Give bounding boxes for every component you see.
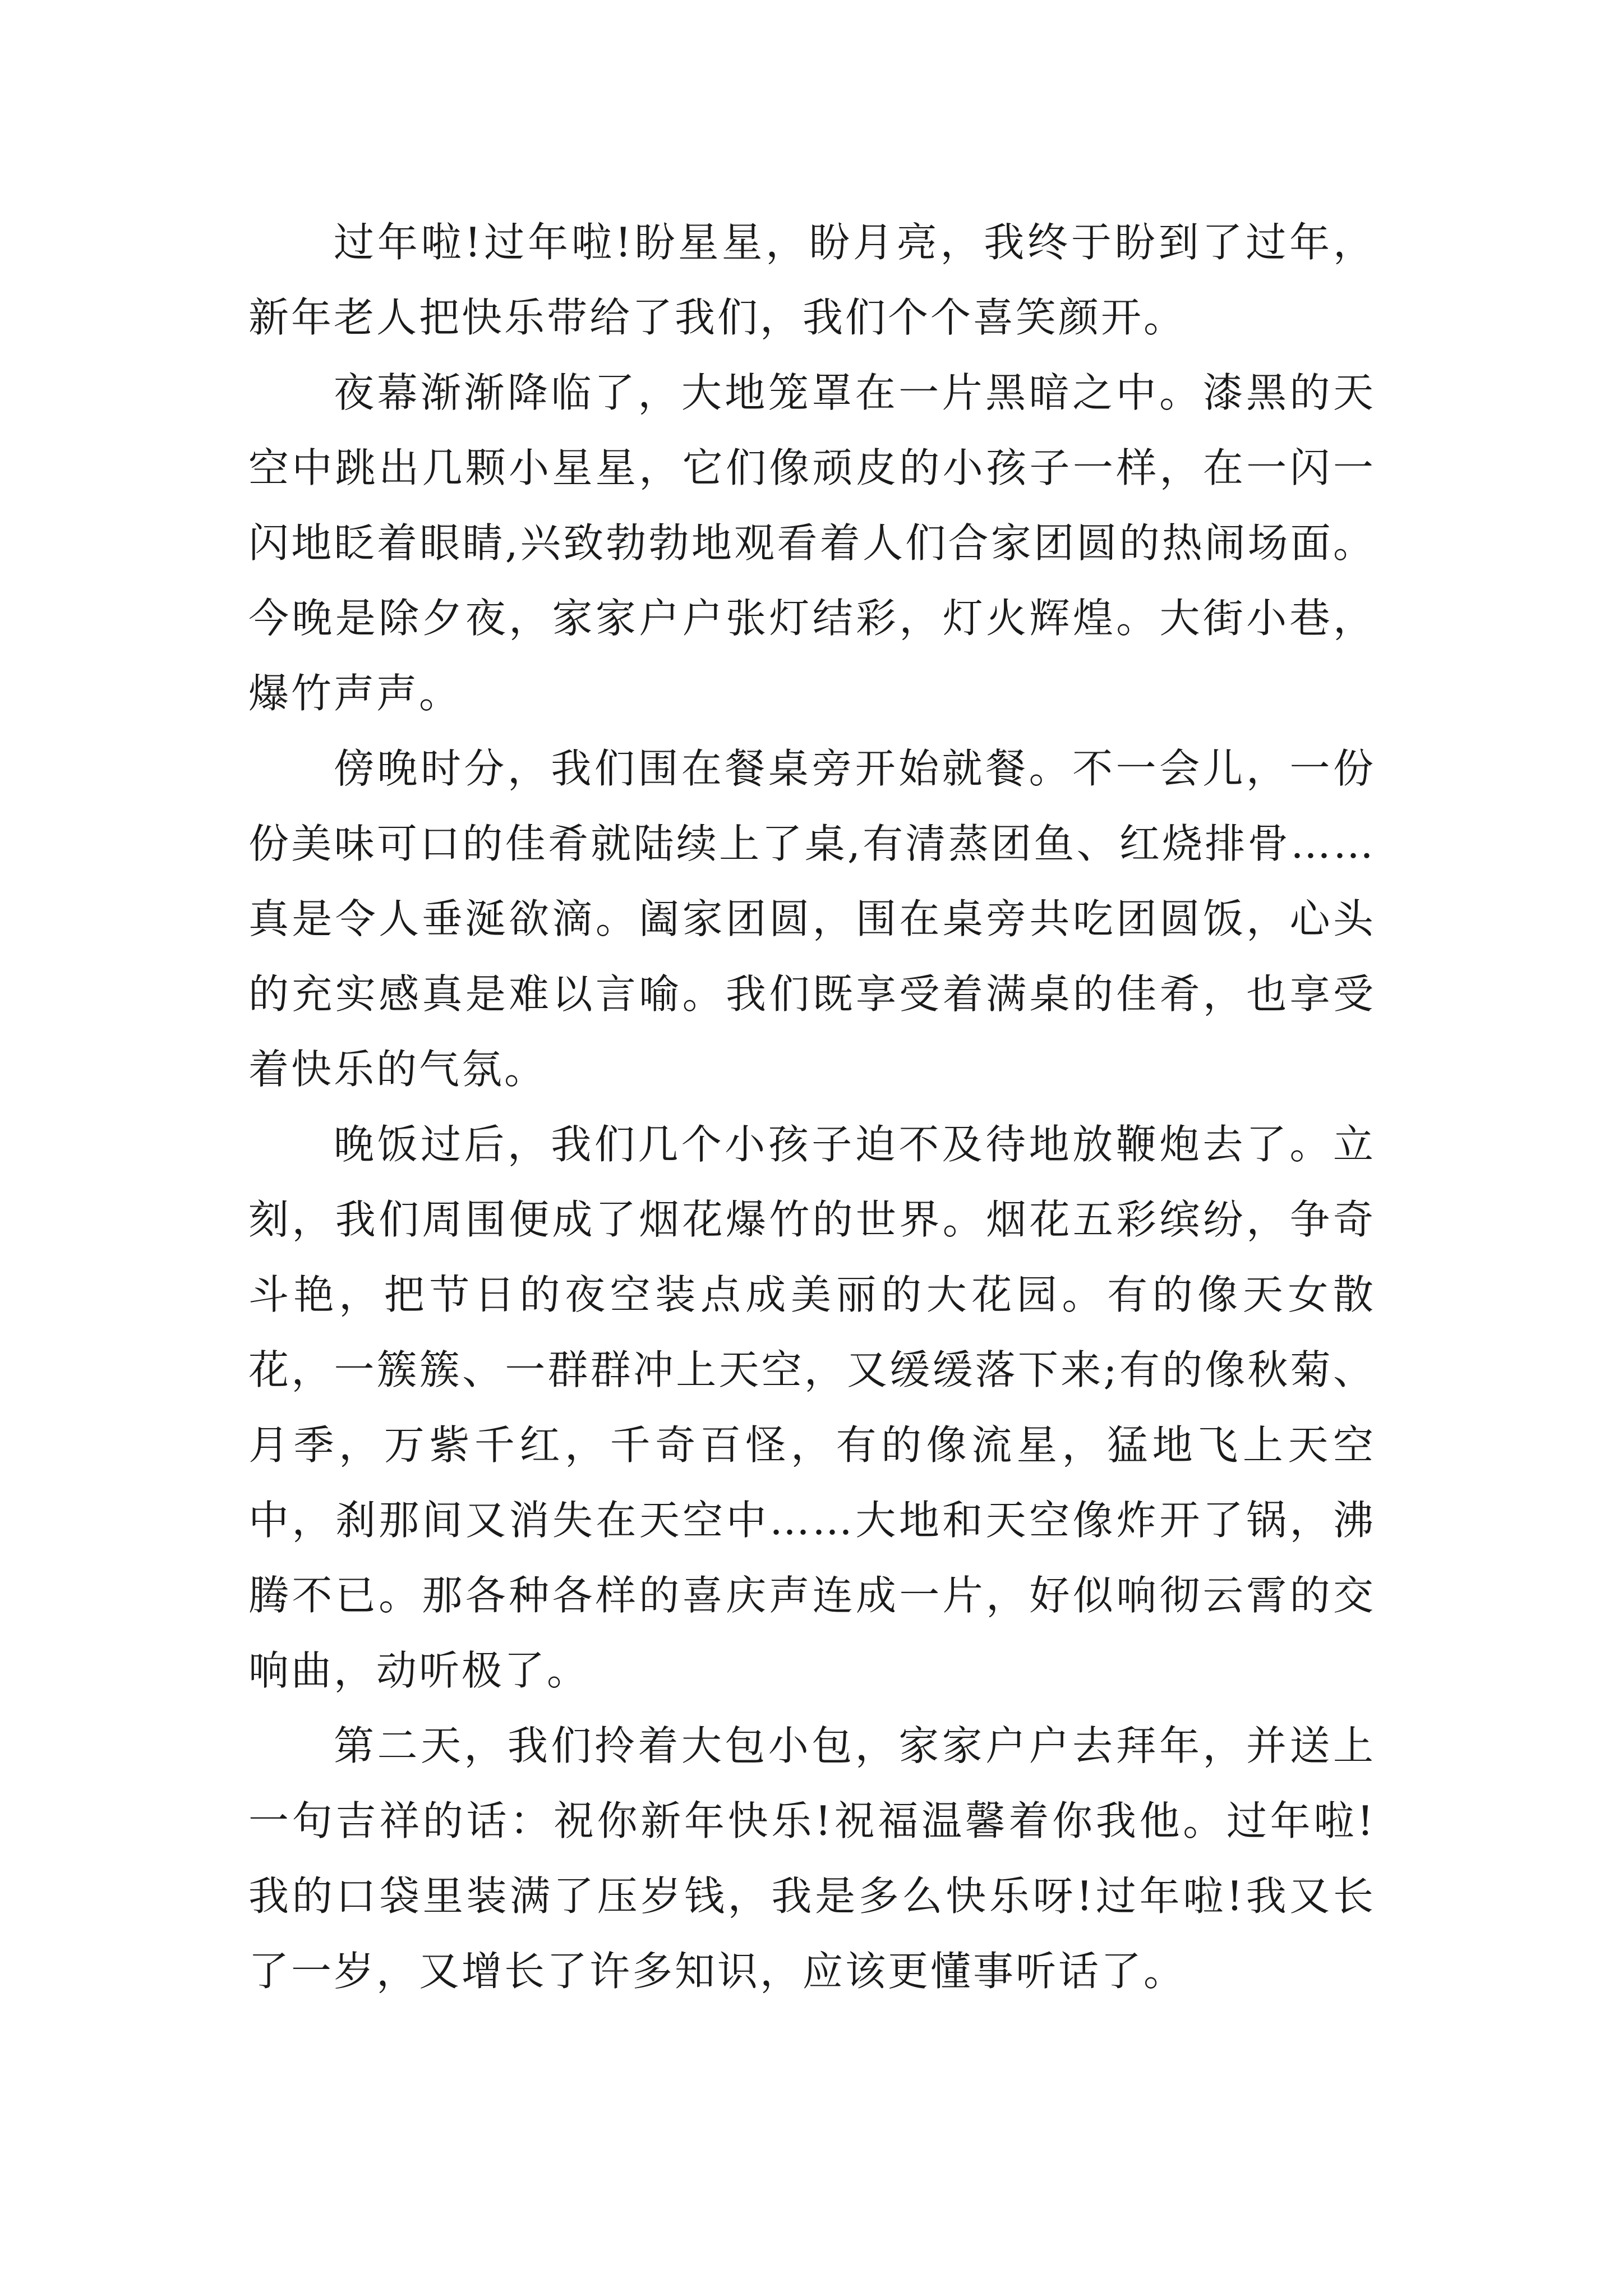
paragraph-3: 傍晚时分，我们围在餐桌旁开始就餐。不一会儿，一份份美味可口的佳肴就陆续上了桌,有清蒸团鱼、红烧排骨……真是令人垂涎欲滴。阖家团圆，围在桌旁共吃团圆饭，心头的充实感真是难以言喻。我们既享受着满桌的佳肴，也享受着快乐的气氛。 (248, 745, 1376, 1093)
paragraph-1: 过年啦!过年啦!盼星星，盼月亮，我终于盼到了过年，新年老人把快乐带给了我们，我们个个喜笑颜开。 (248, 219, 1376, 341)
paragraph-5: 第二天，我们拎着大包小包，家家户户去拜年，并送上一句吉祥的话：祝你新年快乐!祝福温馨着你我他。过年啦!我的口袋里装满了压岁钱，我是多么快乐呀!过年啦!我又长了一岁，又增长了许多知识，应该更懂事听话了。 (248, 1722, 1376, 1995)
paragraph-2: 夜幕渐渐降临了，大地笼罩在一片黑暗之中。漆黑的天空中跳出几颗小星星，它们像顽皮的小孩子一样，在一闪一闪地眨着眼睛,兴致勃勃地观看着人们合家团圆的热闹场面。今晚是除夕夜，家家户户张灯结彩，灯火辉煌。大街小巷，爆竹声声。 (248, 369, 1376, 717)
essay-body (248, 205, 1376, 2009)
paragraph-4: 晚饭过后，我们几个小孩子迫不及待地放鞭炮去了。立刻，我们周围便成了烟花爆竹的世界。烟花五彩缤纷，争奇斗艳，把节日的夜空装点成美丽的大花园。有的像天女散花，一簇簇、一群群冲上天空，又缓缓落下来;有的像秋菊、月季，万紫千红，千奇百怪，有的像流星，猛地飞上天空中，刹那间又消失在天空中……大地和天空像炸开了锅，沸腾不已。那各种各样的喜庆声连成一片，好似响彻云霄的交响曲，动听极了。 (248, 1121, 1376, 1694)
